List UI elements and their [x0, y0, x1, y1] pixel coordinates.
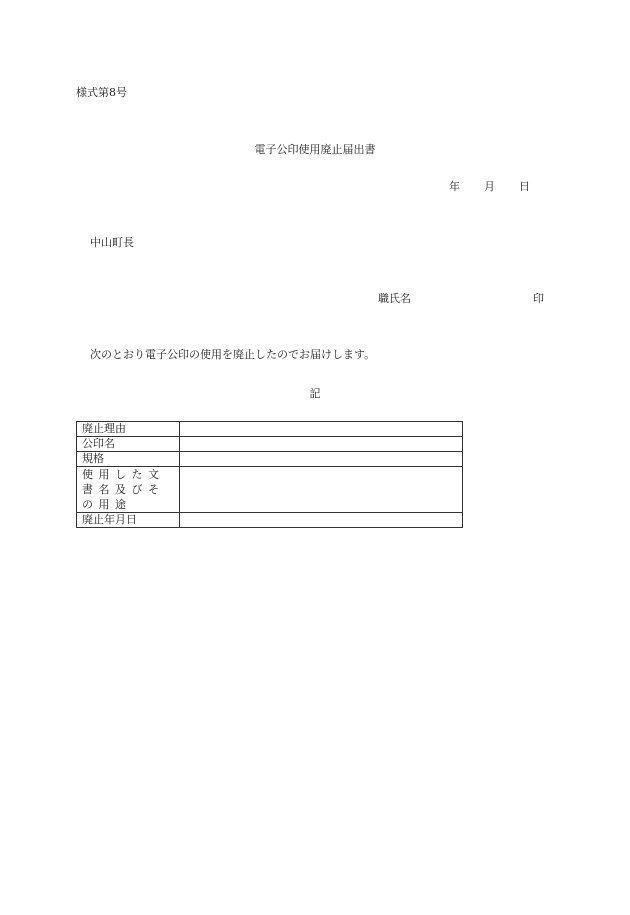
row-label-documents-usage: 使用した文書名及びその用途: [77, 467, 180, 513]
table-row: [77, 467, 463, 513]
details-table: [76, 421, 463, 528]
table-row: [77, 513, 463, 528]
row-label-abolition-date: 廃止年月日: [77, 513, 180, 528]
row-value-spec[interactable]: [180, 452, 463, 467]
row-value-documents-usage[interactable]: [180, 467, 463, 513]
row-label-reason: 廃止理由: [77, 422, 180, 437]
row-label-seal-name: 公印名: [77, 437, 180, 452]
date-line: [449, 181, 530, 192]
seal-label: 印: [533, 292, 544, 305]
ki-heading: 記: [309, 387, 321, 400]
date-day-label: 日: [519, 180, 530, 193]
document-title: 電子公印使用廃止届出書: [254, 143, 376, 156]
date-month-label: 月: [484, 180, 495, 193]
row-value-seal-name[interactable]: [180, 437, 463, 452]
body-text: 次のとおり電子公印の使用を廃止したのでお届けします。: [90, 348, 376, 361]
recipient: 中山町長: [90, 236, 134, 249]
date-year-label: 年: [449, 180, 460, 193]
table-row: [77, 437, 463, 452]
name-title-label: 職氏名: [378, 292, 411, 305]
table-row: [77, 422, 463, 437]
table-row: [77, 452, 463, 467]
form-number: 様式第8号: [76, 86, 127, 99]
row-value-abolition-date[interactable]: [180, 513, 463, 528]
row-value-reason[interactable]: [180, 422, 463, 437]
row-label-spec: 規格: [77, 452, 180, 467]
